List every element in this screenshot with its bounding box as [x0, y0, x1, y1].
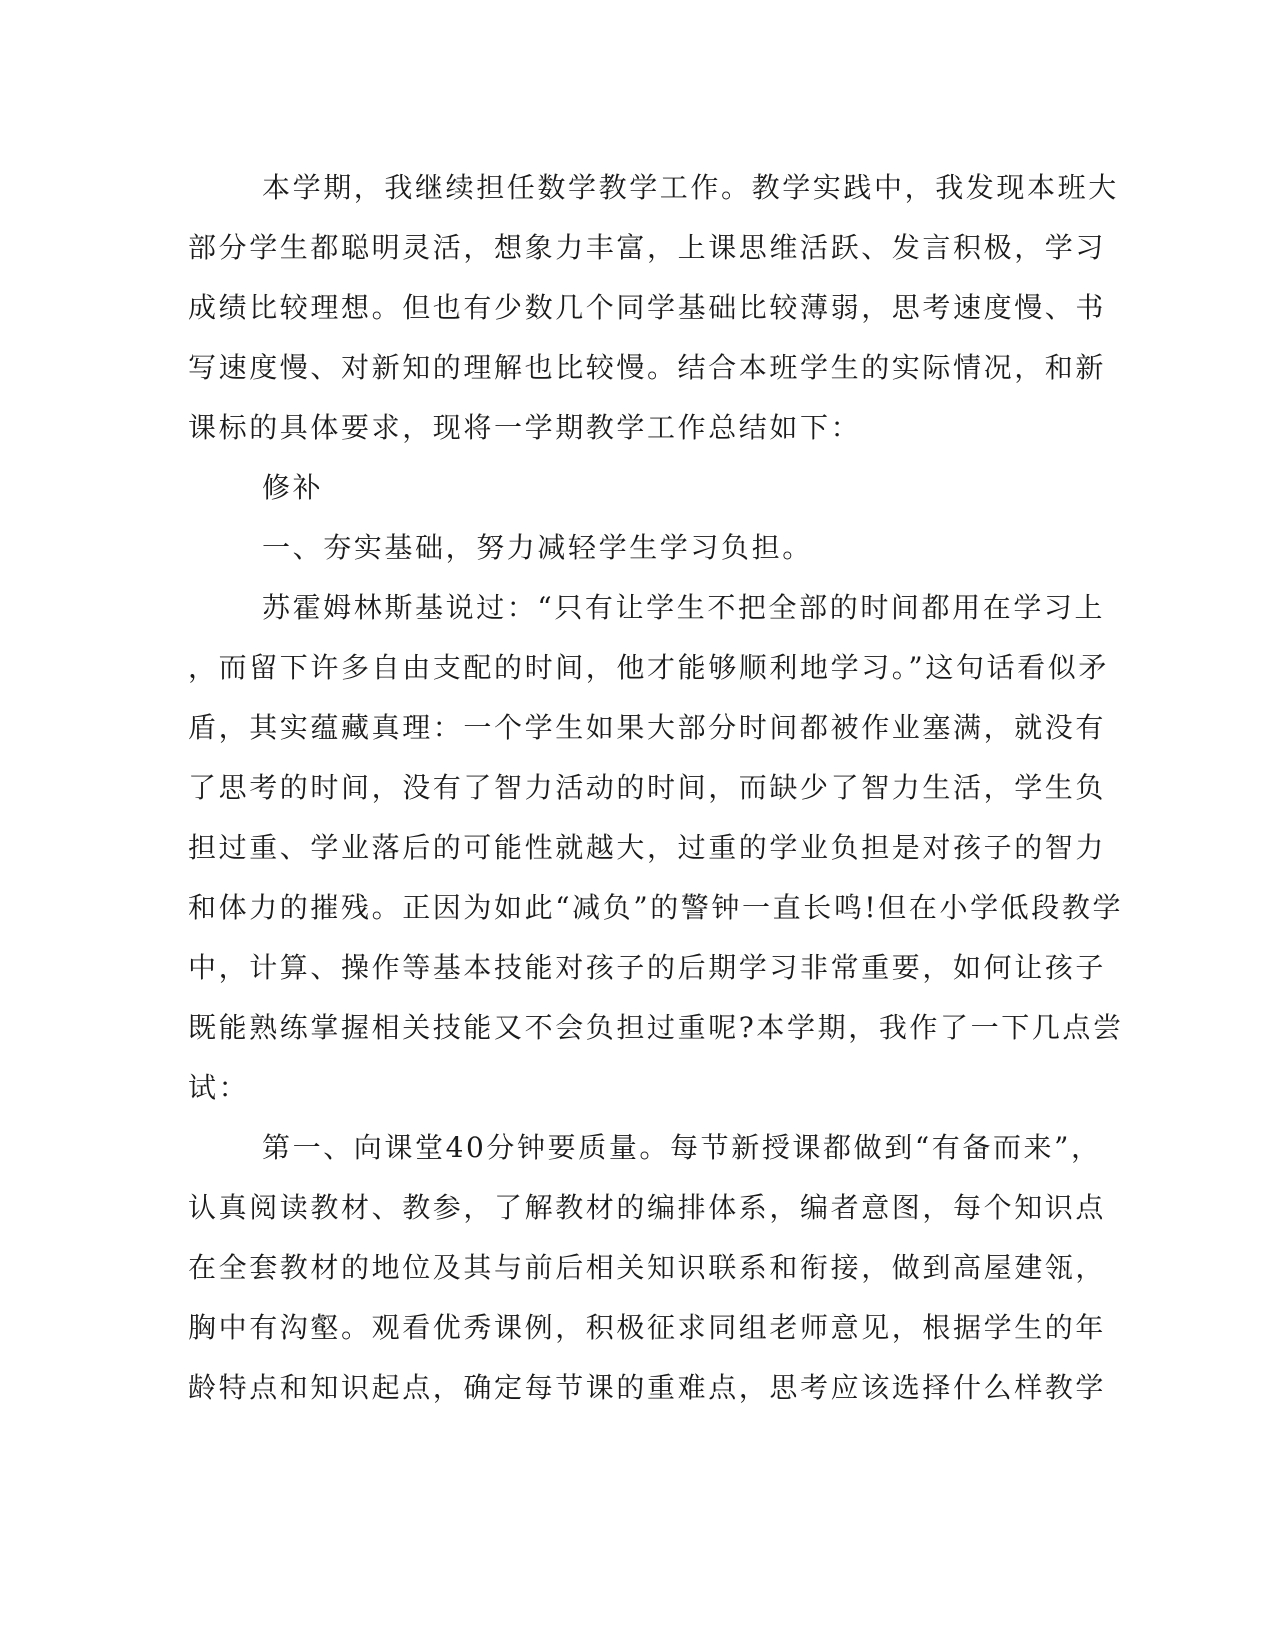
paragraph-line: 担过重、学业落后的可能性就越大，过重的学业负担是对孩子的智力	[188, 831, 1107, 864]
paragraph-line: 在全套教材的地位及其与前后相关知识联系和衔接，做到高屋建瓴，	[188, 1251, 1107, 1284]
paragraph-line: 胸中有沟壑。观看优秀课例，积极征求同组老师意见，根据学生的年	[188, 1311, 1107, 1344]
paragraph-line: 盾，其实蕴藏真理：一个学生如果大部分时间都被作业塞满，就没有	[188, 711, 1107, 744]
section-heading: 一、夯实基础，努力减轻学生学习负担。	[262, 531, 813, 564]
paragraph-line: 中，计算、操作等基本技能对孩子的后期学习非常重要，如何让孩子	[188, 951, 1107, 984]
paragraph-line: 认真阅读教材、教参，了解教材的编排体系，编者意图，每个知识点	[188, 1191, 1107, 1224]
paragraph-line: 写速度慢、对新知的理解也比较慢。结合本班学生的实际情况，和新	[188, 351, 1107, 384]
paragraph-line: 课标的具体要求，现将一学期教学工作总结如下：	[188, 411, 862, 444]
paragraph-line: 部分学生都聪明灵活，想象力丰富，上课思维活跃、发言积极，学习	[188, 231, 1107, 264]
document-body	[188, 158, 1124, 1418]
paragraph-line: 本学期，我继续担任数学教学工作。教学实践中，我发现本班大	[262, 171, 1119, 204]
section-label: 修补	[262, 471, 324, 504]
paragraph-line: 第一、向课堂40分钟要质量。每节新授课都做到“有备而来”，	[262, 1131, 1102, 1164]
paragraph-line: 了思考的时间，没有了智力活动的时间，而缺少了智力生活，学生负	[188, 771, 1107, 804]
paragraph-line: ，而留下许多自由支配的时间，他才能够顺利地学习。”这句话看似矛	[188, 651, 1109, 684]
paragraph-line: 试：	[188, 1071, 250, 1104]
paragraph-line: 成绩比较理想。但也有少数几个同学基础比较薄弱，思考速度慢、书	[188, 291, 1107, 324]
paragraph-line: 和体力的摧残。正因为如此“减负”的警钟一直长鸣!但在小学低段教学	[188, 891, 1124, 924]
paragraph-line: 既能熟练掌握相关技能又不会负担过重呢?本学期，我作了一下几点尝	[188, 1011, 1124, 1044]
paragraph-line: 龄特点和知识起点，确定每节课的重难点，思考应该选择什么样教学	[188, 1371, 1107, 1404]
paragraph-line: 苏霍姆林斯基说过：“只有让学生不把全部的时间都用在学习上	[262, 591, 1106, 624]
